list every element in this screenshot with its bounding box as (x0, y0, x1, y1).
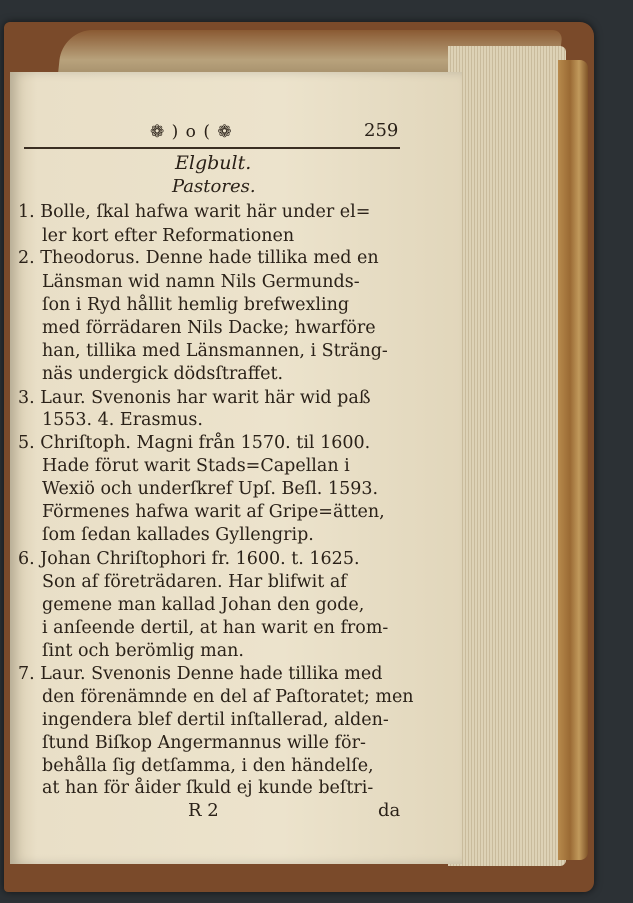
text-line: ſon i Ryd hållit hemlig brefwexling (42, 295, 350, 315)
text-line: 1553. 4. Erasmus. (42, 410, 203, 430)
text-line: Förmenes hafwa warit af Gripe=ätten, (42, 502, 385, 522)
header-rule (24, 147, 400, 149)
text-line: 5. Chriſtoph. Magni från 1570. til 1600. (18, 433, 371, 453)
catchword: da (378, 800, 401, 821)
text-line: med förrädaren Nils Dacke; hwarföre (42, 318, 376, 338)
book-fore-edge (558, 60, 588, 860)
text-line: Länsman wid namn Nils Germunds- (42, 272, 360, 292)
text-line: 6. Johan Chriſtophori fr. 1600. t. 1625. (18, 549, 360, 569)
signature-mark: R 2 (188, 800, 219, 821)
text-line: ſtund Biſkop Angermannus wille för- (42, 733, 366, 753)
text-line: 3. Laur. Svenonis har warit här wid paß (18, 388, 371, 408)
text-line: i anſeende dertil, at han warit en from- (42, 618, 389, 638)
text-line: han, tillika med Länsmannen, i Sträng- (42, 341, 388, 361)
text-line: 7. Laur. Svenonis Denne hade tillika med (18, 664, 383, 684)
text-line: ſom ſedan kallades Gyllengrip. (42, 525, 314, 545)
text-line: 1. Bolle, ſkal hafwa warit här under el= (18, 202, 371, 222)
section-subtitle: Pastores. (172, 176, 256, 197)
page-block-edges (448, 46, 566, 866)
section-title: Elgbult. (175, 152, 252, 174)
text-line: behålla ſig detſamma, i den händelſe, (42, 756, 374, 776)
text-line: Wexiö och underſkref Upſ. Beſl. 1593. (42, 479, 379, 499)
text-line: näs undergick dödsſtraffet. (42, 364, 284, 384)
text-line: at han för åider ſkuld ej kunde beſtri- (42, 778, 374, 798)
text-line: 2. Theodorus. Denne hade tillika med en (18, 248, 379, 268)
text-line: ingendera blef dertil inſtallerad, alden- (42, 710, 389, 730)
text-line: den förenämnde en del af Paſtoratet; men (42, 687, 414, 707)
text-line: ſint och berömlig man. (42, 641, 244, 661)
text-line: Hade förut warit Stads=Capellan i (42, 456, 350, 476)
text-line: ler kort efter Reformationen (42, 226, 295, 246)
page-number: 259 (364, 120, 399, 141)
text-line: Son af företrädaren. Har blifwit af (42, 572, 347, 592)
text-line: gemene man kallad Johan den gode, (42, 595, 365, 615)
header-ornament: ❁ ) o ( ❁ (150, 122, 233, 142)
